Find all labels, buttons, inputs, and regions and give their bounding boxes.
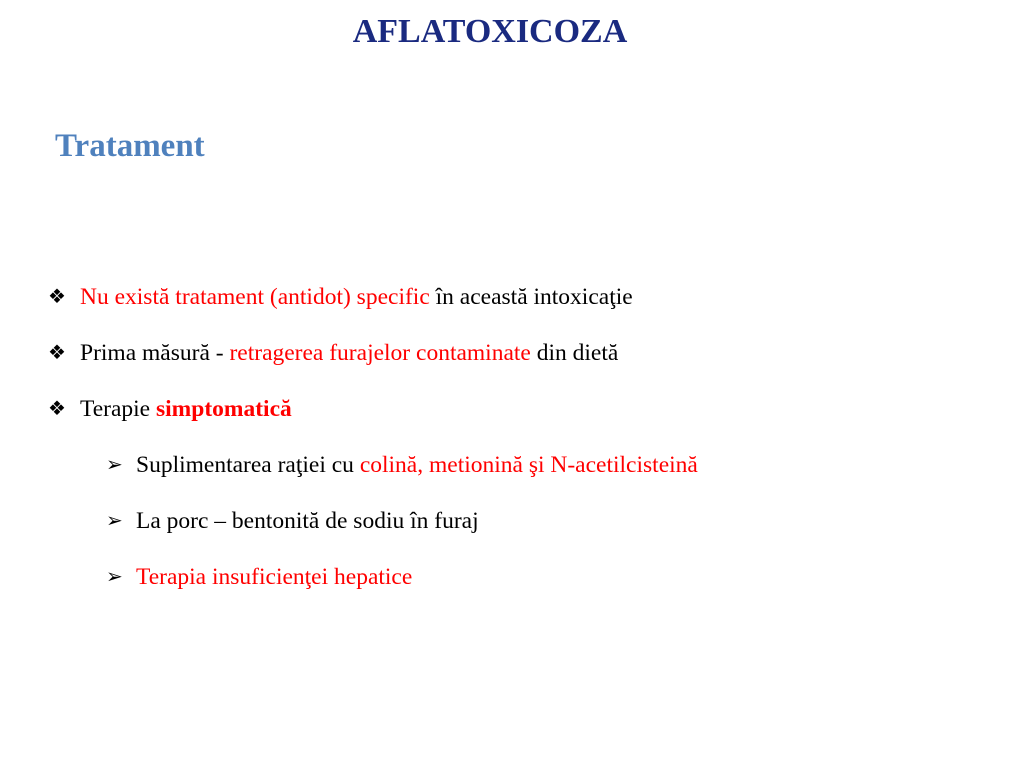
bullet-text: Prima măsură -	[80, 340, 230, 366]
bullet-text-highlight: colină, metionină şi N-acetilcisteină	[359, 452, 698, 478]
diamond-four-petal-icon: ❖	[48, 396, 66, 420]
section-heading: Tratament	[55, 128, 205, 164]
bullet-text-highlight-bold: simptomatică	[156, 396, 292, 422]
arrowhead-right-icon: ➢	[106, 452, 123, 476]
bullet-text: La porc – bentonită de sodiu în furaj	[136, 508, 479, 534]
bullet-text-highlight: retragerea furajelor contaminate	[229, 340, 531, 366]
subbullet-supplementation	[106, 449, 698, 480]
bullet-text-highlight: Terapia insuficienţei hepatice	[136, 564, 413, 590]
subbullet-pig-bentonite	[106, 505, 479, 536]
bullet-text-highlight: Nu există tratament (antidot) specific	[80, 284, 430, 310]
bullet-first-measure	[48, 337, 618, 368]
diamond-four-petal-icon: ❖	[48, 284, 66, 308]
bullet-no-specific-treatment	[48, 281, 633, 312]
subbullet-liver-therapy	[106, 561, 412, 592]
bullet-text: Terapie	[80, 396, 156, 422]
bullet-text: Suplimentarea raţiei cu	[136, 452, 360, 478]
bullet-text: în această intoxicaţie	[429, 284, 633, 310]
slide-title: AFLATOXICOZA	[352, 13, 628, 50]
arrowhead-right-icon: ➢	[106, 508, 123, 532]
bullet-text: din dietă	[530, 340, 619, 366]
bullet-symptomatic-therapy	[48, 393, 292, 424]
arrowhead-right-icon: ➢	[106, 564, 123, 588]
diamond-four-petal-icon: ❖	[48, 340, 66, 364]
